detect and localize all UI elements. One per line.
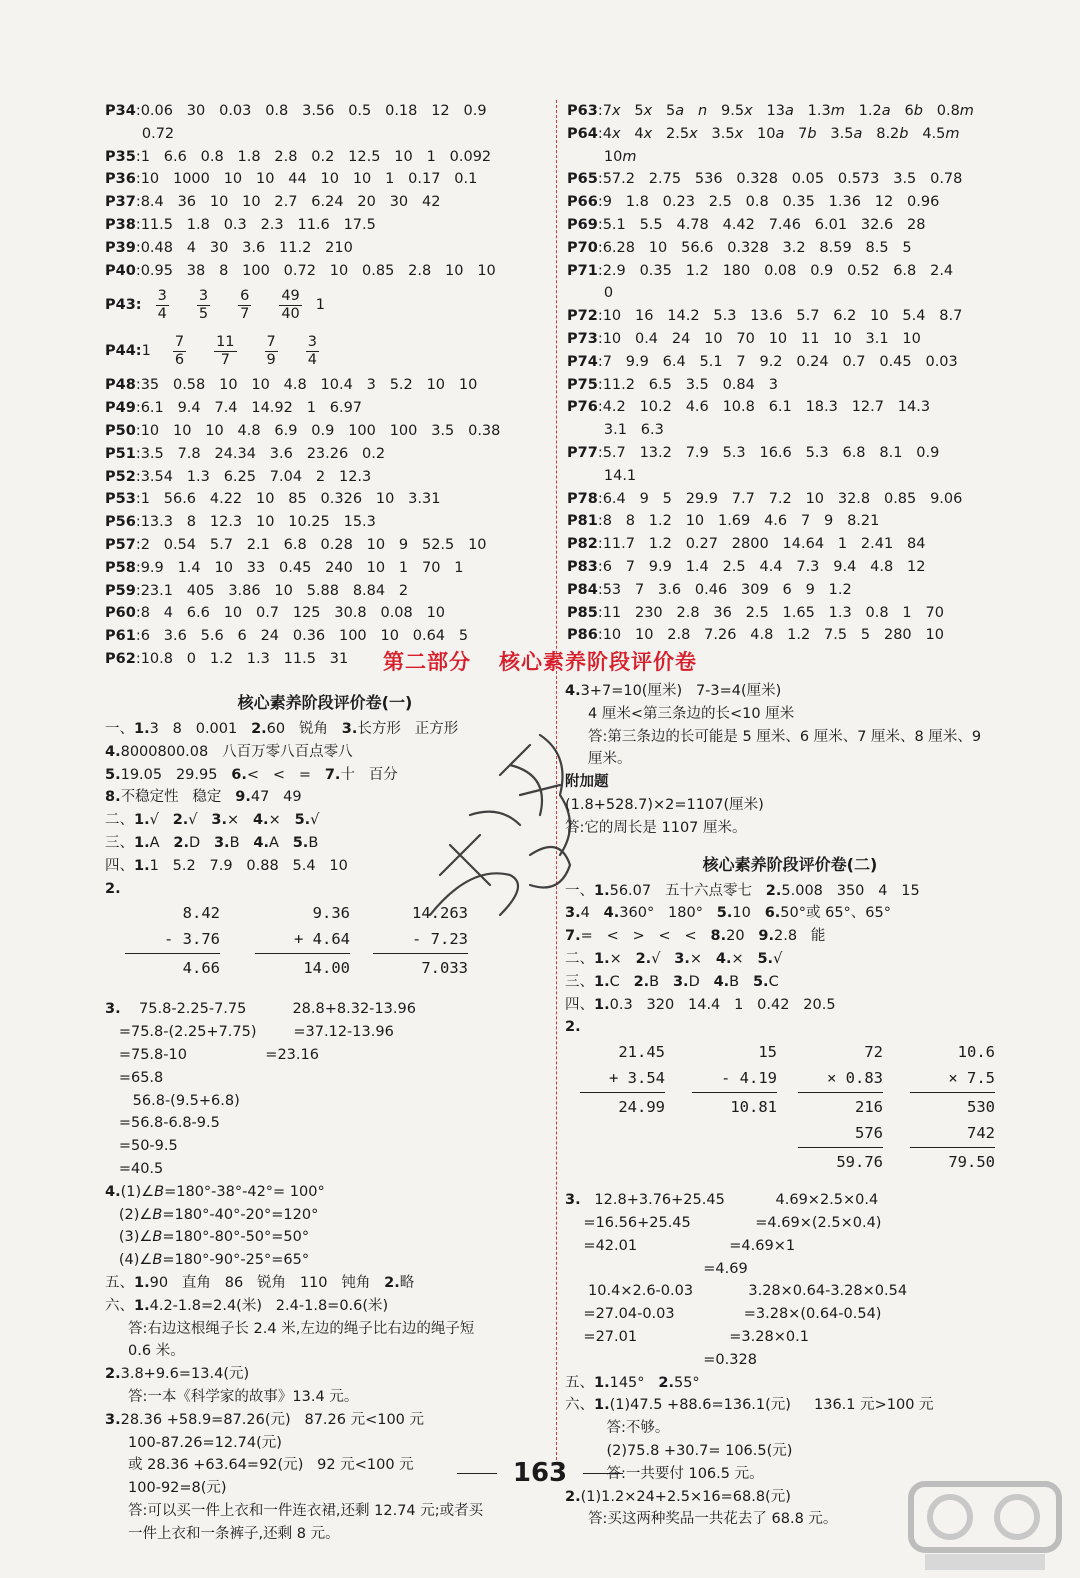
eval-one-line: 答:一本《科学家的故事》13.4 元。	[105, 1388, 359, 1405]
eval-two-line: =4.69	[565, 1260, 748, 1277]
eval-one-line: 2.3.8+9.6=13.4(元)	[105, 1366, 250, 1383]
answer-left-line: P59:23.1 405 3.86 10 5.88 8.84 2	[105, 582, 409, 599]
eval-two-line: 二、1.× 2.√ 3.× 4.× 5.√	[565, 950, 783, 967]
fraction: $\frac{7}{9}$	[266, 333, 276, 368]
eval-one-cont-line: 4 厘米<第三条边的长<10 厘米	[565, 705, 795, 722]
answer-right-line: P74:7 9.9 6.4 5.1 7 9.2 0.24 0.7 0.45 0.03	[567, 353, 958, 370]
eval-one-line: 答:可以买一件上衣和一件连衣裙,还剩 12.74 元;或者买	[105, 1502, 484, 1519]
fraction: $\frac{3}{4}$	[157, 287, 167, 322]
eval-one-line: 8.不稳定性 稳定 9.47 49	[105, 789, 302, 806]
answer-left-line: P58:9.9 1.4 10 33 0.45 240 10 1 70 1	[105, 559, 464, 576]
answer-right-line: P82:11.7 1.2 0.27 2800 14.64 1 2.41 84	[567, 536, 926, 553]
eval-one-line: =50-9.5	[105, 1138, 178, 1155]
answer-right-line: P78:6.4 9 5 29.9 7.7 7.2 10 32.8 0.85 9.06	[567, 490, 963, 507]
eval-two-line: =16.56+25.45 =4.69×(2.5×0.4)	[565, 1214, 882, 1231]
answer-value: 1	[141, 343, 151, 360]
fraction: $\frac{49}{40}$	[281, 287, 300, 322]
logo-stamp	[905, 1478, 1065, 1573]
answer-left-line: P40:0.95 38 8 100 0.72 10 0.85 2.8 10 10	[105, 262, 496, 279]
eval-one-title: 核心素养阶段评价卷(一)	[237, 693, 413, 712]
answer-right-line: P75:11.2 6.5 3.5 0.84 3	[567, 376, 778, 393]
answer-left-line: P56:13.3 8 12.3 10 10.25 15.3	[105, 514, 376, 531]
answer-right-line: P71:2.9 0.35 1.2 180 0.08 0.9 0.52 6.8 2.4	[567, 262, 954, 279]
eval-one-line: =75.8-(2.25+7.75) =37.12-13.96	[105, 1024, 394, 1041]
eval-two-line: 六、1.(1)47.5 +88.6=136.1(元) 136.1 元>100 元	[565, 1397, 934, 1414]
vertical-calculation: 15 - 4.19 10.81	[692, 1039, 777, 1120]
eval-one-line: 4.8000800.08 八百万零八百点零八	[105, 743, 353, 760]
fraction: $\frac{3}{4}$	[307, 333, 317, 368]
answer-left-line: P51:3.5 7.8 24.34 3.6 23.26 0.2	[105, 445, 386, 462]
vertical-calculation: 9.36 + 4.64 14.00	[255, 900, 350, 981]
answer-left-line: P34:0.06 30 0.03 0.8 3.56 0.5 0.18 12 0.9	[105, 103, 487, 119]
eval-one-line: 0.6 米。	[105, 1343, 185, 1360]
answer-left-line: P36:10 1000 10 10 44 10 10 1 0.17 0.1	[105, 171, 478, 188]
page-number-text: 163	[512, 1458, 568, 1488]
fraction: $\frac{11}{7}$	[216, 333, 235, 368]
answer-p44	[105, 328, 545, 374]
answer-right-line: P73:10 0.4 24 10 70 10 11 10 3.1 10	[567, 330, 921, 347]
part-title-b: 核心素养阶段评价卷	[499, 650, 697, 674]
answer-right-line: P81:8 8 1.2 10 1.69 4.6 7 9 8.21	[567, 513, 880, 530]
eval-one-line: 五、1.90 直角 86 锐角 110 钝角 2.略	[105, 1274, 415, 1291]
eval-one-line: (4)∠B=180°-90°-25°=65°	[105, 1252, 310, 1269]
answer-right-line: P65:57.2 2.75 536 0.328 0.05 0.573 3.5 0.78	[567, 171, 963, 188]
answer-left-line: P49:6.1 9.4 7.4 14.92 1 6.97	[105, 400, 363, 417]
answer-value: 1	[315, 297, 325, 314]
answer-left-line: P57:2 0.54 5.7 2.1 6.8 0.28 10 9 52.5 10	[105, 536, 487, 553]
answer-left-line: P38:11.5 1.8 0.3 2.3 11.6 17.5	[105, 216, 376, 233]
answer-left-line: P52:3.54 1.3 6.25 7.04 2 12.3	[105, 468, 372, 485]
eval-one-cont-line: 附加题	[565, 774, 609, 791]
eval-one-cont-line: (1.8+528.7)×2=1107(厘米)	[565, 796, 764, 813]
eval-one-line: (2)∠B=180°-40°-20°=120°	[105, 1206, 319, 1223]
eval-two-line: =27.01 =3.28×0.1	[565, 1328, 809, 1345]
eval-one-cont-line: 答:第三条边的长可能是 5 厘米、6 厘米、7 厘米、8 厘米、9	[565, 728, 982, 745]
vertical-calculation: 8.42 - 3.76 4.66	[125, 900, 220, 981]
eval-one-line: =75.8-10 =23.16	[105, 1046, 319, 1063]
answer-left-line: P61:6 3.6 5.6 6 24 0.36 100 10 0.64 5	[105, 628, 469, 645]
eval-one-line: 一件上衣和一条裤子,还剩 8 元。	[105, 1525, 340, 1542]
part-title-a: 第二部分	[383, 650, 471, 674]
eval-one-line: 3.28.36 +58.9=87.26(元) 87.26 元<100 元	[105, 1411, 425, 1428]
eval-two-vertical-calcs	[565, 1039, 1015, 1189]
answer-label: P43:	[105, 297, 142, 314]
eval-two-line: =0.328	[565, 1351, 757, 1368]
fraction: $\frac{7}{6}$	[174, 333, 185, 368]
eval-one-line: =56.8-6.8-9.5	[105, 1115, 220, 1132]
eval-two-line: 答:不够。	[565, 1420, 670, 1437]
eval-one-line: 2.	[105, 880, 121, 897]
answer-left-line: 0.72	[105, 125, 175, 142]
eval-two-line: 四、1.0.3 320 14.4 1 0.42 20.5	[565, 996, 836, 1013]
vertical-calculation: 72 × 0.83 216 576 59.76	[798, 1039, 883, 1175]
eval-one-line: 一、1.3 8 0.001 2.60 锐角 3.长方形 正方形	[105, 721, 459, 737]
answer-left-line: P53:1 56.6 4.22 10 85 0.326 10 3.31	[105, 491, 441, 508]
eval-two-line: 答:买这两种奖品一共花去了 68.8 元。	[565, 1511, 838, 1528]
answer-left-line: P50:10 10 10 4.8 6.9 0.9 100 100 3.5 0.38	[105, 422, 501, 439]
eval-one-cont-line: 答:它的周长是 1107 厘米。	[565, 819, 747, 836]
eval-one-line: 56.8-(9.5+6.8)	[105, 1092, 240, 1109]
eval-two-line: 三、1.C 2.B 3.D 4.B 5.C	[565, 973, 779, 990]
answer-p43	[105, 282, 545, 328]
answers-right-top	[567, 100, 1017, 647]
answer-right-line: 14.1	[567, 467, 637, 484]
answer-left-line: P48:35 0.58 10 10 4.8 10.4 3 5.2 10 10	[105, 377, 478, 394]
answer-right-line: P77:5.7 13.2 7.9 5.3 16.6 5.3 6.8 8.1 0.9	[567, 444, 940, 461]
answer-right-line: P66:9 1.8 0.23 2.5 0.8 0.35 1.36 12 0.96	[567, 194, 940, 211]
eval-one-line: 四、1.1 5.2 7.9 0.88 5.4 10	[105, 857, 348, 874]
eval-one-line: =40.5	[105, 1160, 164, 1177]
answer-right-line: P69:5.1 5.5 4.78 4.42 7.46 6.01 32.6 28	[567, 216, 926, 233]
eval-one-line: 5.19.05 29.95 6.< < = 7.十 百分	[105, 766, 398, 783]
eval-one-line: 三、1.A 2.D 3.B 4.A 5.B	[105, 834, 319, 851]
answer-right-line: P86:10 10 2.8 7.26 4.8 1.2 7.5 5 280 10	[567, 627, 944, 644]
vertical-calculation: 14.263 - 7.23 7.033	[373, 900, 468, 981]
vertical-calculation: 21.45 + 3.54 24.99	[580, 1039, 665, 1120]
answer-right-line: P83:6 7 9.9 1.4 2.5 4.4 7.3 9.4 4.8 12	[567, 558, 926, 575]
answer-left-line: P37:8.4 36 10 10 2.7 6.24 20 30 42	[105, 194, 441, 211]
eval-one-line: 或 28.36 +63.64=92(元) 92 元<100 元	[105, 1457, 414, 1474]
part-two-title	[0, 646, 1080, 676]
handwritten-watermark	[410, 715, 590, 935]
eval-one-line: 3. 75.8-2.25-7.75 28.8+8.32-13.96	[105, 1001, 416, 1018]
eval-two-line: 答:一共要付 106.5 元。	[565, 1465, 764, 1482]
eval-two-line: 一、1.56.07 五十六点零七 2.5.008 350 4 15	[565, 882, 920, 899]
eval-two-line: 10.4×2.6-0.03 3.28×0.64-3.28×0.54	[565, 1283, 908, 1300]
eval-one-cont-line: 厘米。	[565, 751, 632, 768]
eval-one-line: 100-87.26=12.74(元)	[105, 1434, 282, 1451]
eval-two-title: 核心素养阶段评价卷(二)	[702, 854, 878, 874]
eval-two-line: 2.(1)1.2×24+2.5×16=68.8(元)	[565, 1488, 791, 1505]
eval-two-line: 3. 12.8+3.76+25.45 4.69×2.5×0.4	[565, 1192, 879, 1209]
answer-left-line: P62:10.8 0 1.2 1.3 11.5 31	[105, 650, 349, 667]
answer-right-line: P84:53 7 3.6 0.46 309 6 9 1.2	[567, 581, 852, 598]
eval-one-line: 六、1.4.2-1.8=2.4(米) 2.4-1.8=0.6(米)	[105, 1297, 389, 1314]
answer-label: P44:	[105, 343, 142, 360]
evaluation-right	[565, 680, 1015, 1531]
fraction: $\frac{3}{5}$	[198, 287, 209, 322]
eval-two-line: =42.01 =4.69×1	[565, 1237, 796, 1254]
answer-right-line: 3.1 6.3	[567, 422, 664, 439]
eval-two-line: (2)75.8 +30.7= 106.5(元)	[565, 1442, 793, 1459]
eval-two-line: 2.	[565, 1019, 581, 1036]
answer-right-line: P72:10 16 14.2 5.3 13.6 5.7 6.2 10 5.4 8.7	[567, 308, 963, 325]
fraction: $\frac{6}{7}$	[240, 287, 250, 322]
eval-two-line: 3.4 4.360° 180° 5.10 6.50°或 65°、65°	[565, 905, 892, 922]
answer-right-line: P63:7x 5x 5a n 9.5x 13a 1.3m 1.2a 6b 0.8m	[567, 103, 974, 119]
eval-one-line: 4.(1)∠B=180°-38°-42°= 100°	[105, 1183, 325, 1200]
eval-one-line: 答:右边这根绳子长 2.4 米,左边的绳子比右边的绳子短	[105, 1320, 475, 1337]
answer-right-line: P70:6.28 10 56.6 0.328 3.2 8.59 8.5 5	[567, 239, 912, 256]
answer-left-line: P39:0.48 4 30 3.6 11.2 210	[105, 239, 353, 256]
answer-right-line: P85:11 230 2.8 36 2.5 1.65 1.3 0.8 1 70	[567, 604, 944, 621]
eval-two-line: =27.04-0.03 =3.28×(0.64-0.54)	[565, 1306, 882, 1323]
answer-right-line: 0	[567, 285, 614, 302]
eval-two-line: 7.= < > < < 8.20 9.2.8 能	[565, 928, 826, 945]
eval-two-line: 五、1.145° 2.55°	[565, 1374, 700, 1391]
vertical-calculation: 10.6 × 7.5 530 742 79.50	[910, 1039, 995, 1175]
eval-one-line: (3)∠B=180°-80°-50°=50°	[105, 1229, 310, 1246]
answer-right-line: 10m	[567, 148, 637, 165]
answers-left-top	[105, 100, 545, 671]
answer-left-line: P60:8 4 6.6 10 0.7 125 30.8 0.08 10	[105, 605, 446, 622]
eval-one-cont-line: 4.3+7=10(厘米) 7-3=4(厘米)	[565, 683, 782, 699]
eval-one-line: 100-92=8(元)	[105, 1480, 227, 1497]
eval-one-line: =65.8	[105, 1069, 164, 1086]
answer-right-line: P76:4.2 10.2 4.6 10.8 6.1 18.3 12.7 14.3	[567, 399, 931, 416]
answer-left-line: P35:1 6.6 0.8 1.8 2.8 0.2 12.5 10 1 0.092	[105, 148, 492, 165]
answer-right-line: P64:4x 4x 2.5x 3.5x 10a 7b 3.5a 8.2b 4.5m	[567, 125, 960, 142]
eval-one-line: 二、1.√ 2.√ 3.× 4.× 5.√	[105, 812, 320, 829]
